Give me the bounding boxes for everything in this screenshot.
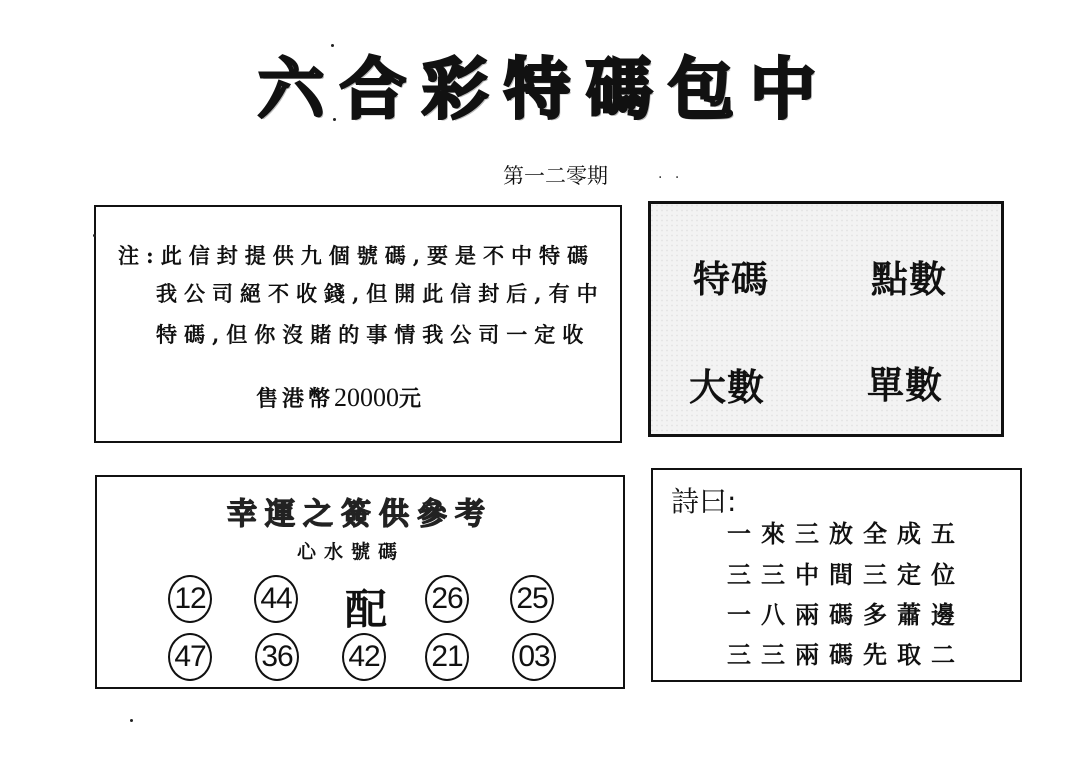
number-ball: 26 [425,575,469,623]
title-char: 彩 [422,49,490,128]
bet-types-box [648,201,1004,437]
lucky-title: 幸運之簽供參考 [227,497,493,532]
title-char: 六 [258,49,326,128]
number-ball: 03 [512,633,556,681]
price-amount: 20000 [334,383,400,412]
scan-speck [93,234,96,237]
scan-speck [130,719,133,722]
number-ball: 44 [254,575,298,623]
title-char: 特 [504,49,572,128]
type-points: 點數 [871,258,947,301]
scan-speck [333,118,336,121]
number-ball: 36 [255,633,299,681]
poem-line: 三三兩碼先取二 [727,640,965,669]
issue-dots: . . [658,166,684,182]
poem-line: 三三中間三定位 [727,560,965,589]
poem-title: 詩曰: [671,485,737,518]
number-ball: 42 [342,633,386,681]
notice-line: 我公司絕不收錢,但開此信封后,有中 [156,281,605,306]
type-odd-number: 單數 [867,364,943,407]
pair-char: 配 [345,585,388,634]
notice-line: 特碼,但你沒賭的事情我公司一定收 [156,322,591,347]
poem-line: 一八兩碼多蕭邊 [727,600,965,629]
notice-line: 注:此信封提供九個號碼,要是不中特碼 [118,243,596,268]
title-char: 碼 [586,49,654,128]
type-special-number: 特碼 [693,258,769,301]
issue-number: 第一二零期 [503,164,608,188]
price-suffix: 元 [399,386,426,412]
title-char: 包 [668,49,736,128]
title-char: 中 [750,49,818,128]
number-ball: 25 [510,575,554,623]
number-ball: 47 [168,633,212,681]
lucky-subtitle: 心水號碼 [297,541,406,563]
lucky-numbers-box [95,475,625,689]
price-label [256,382,425,413]
number-ball: 12 [168,575,212,623]
title-char: 合 [340,49,408,128]
notice-box [94,205,622,443]
type-big-number: 大數 [689,366,765,409]
poem-line: 一來三放全成五 [727,519,965,548]
poem-box [651,468,1022,682]
page-title [258,38,818,128]
number-ball: 21 [425,633,469,681]
scan-speck [331,44,334,47]
price-prefix: 售港幣 [256,386,335,412]
